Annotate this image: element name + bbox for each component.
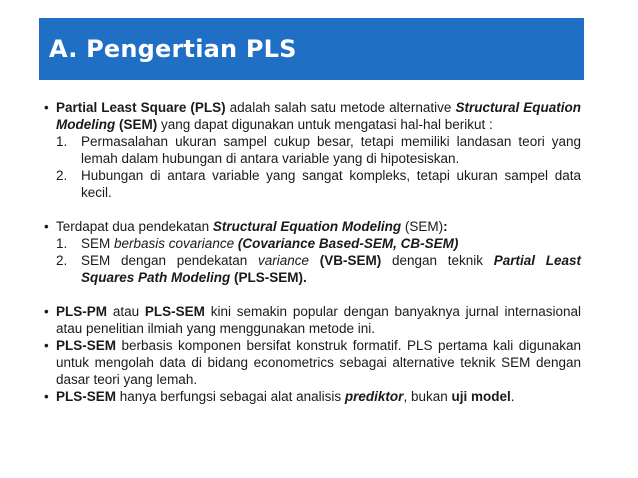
list-item [44, 235, 581, 252]
list-item [44, 252, 581, 286]
numbered-list-1 [44, 133, 581, 201]
term-sem-abbr: (SEM) [115, 117, 158, 132]
bullet-item-predictor [44, 388, 581, 405]
bullet-dot: • [44, 219, 49, 234]
bullet-item-popularity [44, 303, 581, 337]
term-pls: Partial Least Square (PLS) [56, 100, 226, 115]
term-sem: Structural Equation Modeling [56, 100, 581, 132]
list-number: 2. [56, 168, 68, 183]
list-number: 1. [56, 236, 68, 251]
bullet-block-1 [44, 99, 581, 201]
bullet-item-component-based [44, 337, 581, 388]
text-span: atau [107, 304, 145, 319]
list-item [44, 167, 581, 201]
term-sem: Structural Equation Modeling [212, 219, 402, 234]
text-span: PLS-SEM [144, 304, 205, 319]
bullet-block-2 [44, 218, 581, 286]
text-span: berbasis komponen bersifat konstruk formatif. PLS pertama kali digunakan untuk mengolah data di bidang econometrics sebagai alternative teknik SEM dengan dasar teori yang lemah. [56, 338, 581, 387]
bullet-dot: • [44, 100, 49, 115]
text-span: yang dapat digunakan untuk mengatasi hal-hal berikut : [157, 117, 493, 132]
text-span: Partial Least Squares Path Modeling [81, 253, 581, 285]
slide-content [44, 99, 581, 405]
text-span: hanya berfungsi sebagai alat analisis [116, 389, 345, 404]
text-span: PLS-SEM [56, 338, 117, 353]
bullet-item-pls-definition [44, 99, 581, 133]
text-span: adalah salah satu metode alternative [225, 100, 456, 115]
numbered-list-2 [44, 235, 581, 286]
text-span: kini semakin popular dengan banyaknya jurnal internasional atau penelitian ilmiah yang menggunakan metode ini. [56, 304, 582, 336]
text-span: . [510, 389, 515, 404]
list-item [44, 133, 581, 167]
text-span: dengan teknik [381, 253, 494, 268]
title-bar [39, 18, 584, 80]
slide-title: A. Pengertian PLS [49, 35, 297, 63]
list-item-text: Hubungan di antara variable yang sangat kompleks, tetapi ukuran sampel data kecil. [81, 168, 581, 200]
list-item-text: Permasalahan ukuran sampel cukup besar, tetapi memiliki landasan teori yang lemah dalam hubungan di antara variable yang di hipotesiskan. [81, 134, 581, 166]
text-span: Terdapat dua pendekatan [56, 219, 213, 234]
bullet-dot: • [44, 304, 49, 319]
text-span: : [443, 219, 448, 234]
text-span: berbasis covariance [114, 236, 235, 251]
text-span: (SEM) [401, 219, 444, 234]
bullet-block-3 [44, 303, 581, 405]
text-span: (Covariance Based-SEM, CB-SEM) [234, 236, 459, 251]
list-number: 1. [56, 134, 68, 149]
text-span: PLS-SEM [56, 389, 117, 404]
text-span: SEM dengan pendekatan [81, 253, 259, 268]
text-span: PLS-PM [56, 304, 108, 319]
text-span: SEM [81, 236, 115, 251]
text-span: (PLS-SEM). [230, 270, 307, 285]
bullet-dot: • [44, 338, 49, 353]
text-span: , bukan [403, 389, 452, 404]
list-number: 2. [56, 253, 68, 268]
text-span: uji model [451, 389, 511, 404]
bullet-item-approaches [44, 218, 581, 235]
bullet-dot: • [44, 389, 49, 404]
text-span: variance [258, 253, 310, 268]
text-span: prediktor [344, 389, 404, 404]
text-span: (VB-SEM) [309, 253, 382, 268]
